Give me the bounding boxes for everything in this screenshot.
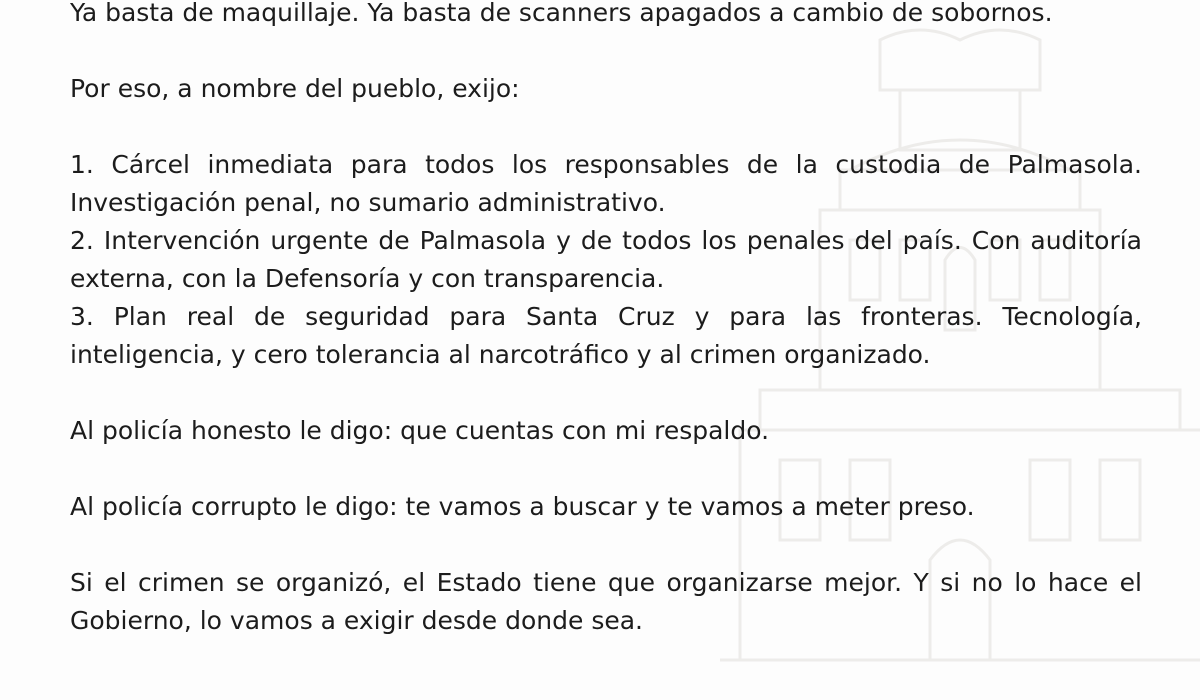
demand-item-2: 2. Intervención urgente de Palmasola y de todos los penales del país. Con auditoría externa, con la Defensoría y con transparencia.: [70, 226, 1142, 293]
paragraph-maquillaje: Ya basta de maquillaje. Ya basta de scanners apagados a cambio de sobornos.: [70, 0, 1053, 27]
paragraph-exijo: Por eso, a nombre del pueblo, exijo:: [70, 74, 520, 103]
spacer: [70, 374, 1142, 412]
demand-item-3: 3. Plan real de seguridad para Santa Cruz y para las fronteras. Tecnología, inteligencia, y cero tolerancia al narcotráfico y al crimen organizado.: [70, 302, 1142, 369]
spacer: [70, 450, 1142, 488]
spacer: [70, 526, 1142, 564]
paragraph-policia-corrupto: Al policía corrupto le digo: te vamos a buscar y te vamos a meter preso.: [70, 492, 975, 521]
spacer: [70, 32, 1142, 70]
letter-body: [70, 0, 1142, 640]
demand-item-1: 1. Cárcel inmediata para todos los responsables de la custodia de Palmasola. Investigación penal, no sumario administrativo.: [70, 150, 1142, 217]
spacer: [70, 108, 1142, 146]
paragraph-policia-honesto: Al policía honesto le digo: que cuentas con mi respaldo.: [70, 416, 770, 445]
paragraph-crimen-organizado: Si el crimen se organizó, el Estado tiene que organizarse mejor. Y si no lo hace el Gobierno, lo vamos a exigir desde donde sea.: [70, 568, 1142, 635]
